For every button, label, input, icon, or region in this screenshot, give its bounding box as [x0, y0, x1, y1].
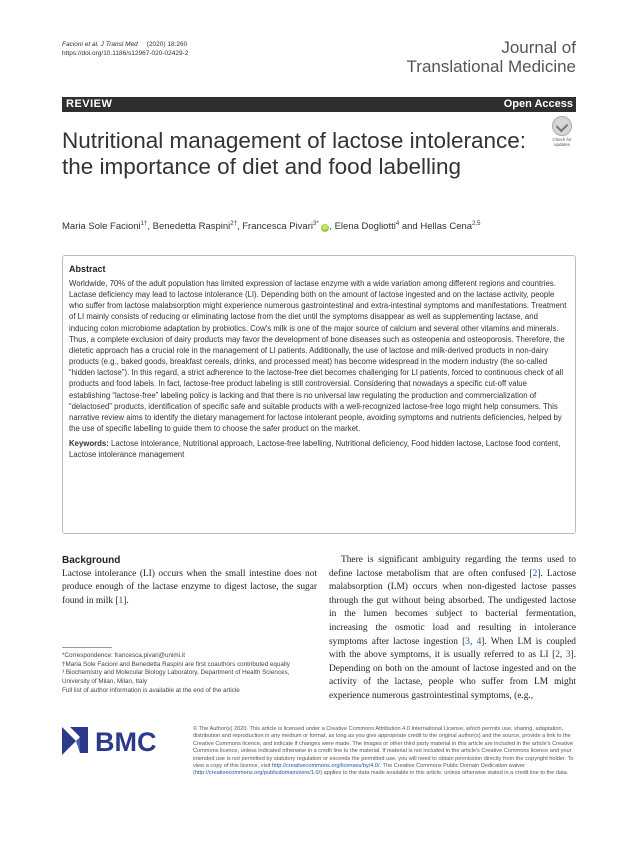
ref-link[interactable]: 1	[118, 595, 124, 606]
ref-link[interactable]: 4	[476, 636, 482, 647]
author-list	[62, 221, 480, 232]
citation-journal: Facioni et al. J Transl Med	[62, 41, 138, 48]
background-heading: Background	[62, 555, 121, 566]
text: ]. Lactose malabsorption (LM) occurs when non-digested lactose passes through the gut without being absorbed. The undigested lactose in the lumen becomes subject to bacterial fermentation, increasing the osmotic load and resulting in intolerance symptoms after lactose ingestion [	[329, 568, 576, 647]
keywords	[69, 438, 569, 460]
journal-name	[407, 38, 576, 76]
correspondence: *Correspondence: francesca.pivari@unimi.it	[62, 652, 185, 659]
keywords-list: Lactose intolerance, Nutritional approach, Lactose-free labelling, Nutritional deficiency, Food hidden lactose, Lactose food content, Lactose intolerance management	[69, 439, 561, 460]
text: Lactose intolerance (LI) occurs when the small intestine does not produce enough of the lactase enzyme to digest lactose, the sugar found in milk [	[62, 568, 317, 606]
text: ]. Depending on both on the amount of lactose ingested and on the activity of the lactase, people who suffer from LM might experience numerous gastrointestinal symptoms, (e.g.,	[329, 650, 577, 701]
sep: and	[399, 221, 421, 233]
keywords-label: Keywords:	[69, 439, 109, 449]
author-affil: 4	[395, 221, 400, 227]
equal-contribution: †Maria Sole Facioni and Benedetta Raspini are first coauthors contributed equally	[62, 660, 290, 668]
text: ,	[559, 650, 566, 661]
ref-link[interactable]: 3	[465, 636, 470, 647]
author-name: Elena Dogliotti	[334, 221, 396, 233]
bmc-logo-icon	[62, 725, 182, 755]
article-type-label: REVIEW	[66, 98, 113, 110]
ref-link[interactable]: 2	[532, 568, 538, 579]
text: There is significant ambiguity regarding the terms used to define lactose metabolism that are often confused [	[329, 555, 576, 579]
check-for-updates-badge[interactable]	[548, 116, 576, 150]
affiliation: ³ Biochemistry and Molecular Biology Laboratory, Department of Health Sciences, University of Milan, Milan, Italy	[62, 669, 290, 686]
background-section	[62, 554, 317, 608]
footnotes	[62, 652, 302, 696]
license-text	[193, 726, 576, 778]
author-affil: 1†	[140, 221, 148, 227]
author-affil: 3*	[313, 221, 319, 227]
citation-volume: (2020) 18:260	[146, 41, 188, 48]
check-updates-icon	[552, 116, 572, 136]
body-column-2	[329, 554, 576, 704]
badge-line1: Check for	[552, 137, 572, 142]
license-link[interactable]: http://creativecommons.org/licenses/by/4.0/	[271, 763, 380, 770]
bmc-logo-text: BMC	[95, 727, 157, 755]
text: . The Creative Commons Public Domain Dedication waiver (	[193, 763, 525, 777]
doi-link[interactable]: https://doi.org/10.1186/s12967-020-02429-2	[62, 50, 189, 57]
author[interactable]	[335, 221, 400, 232]
full-list-note: Full list of author information is available at the end of the article	[62, 686, 240, 694]
author-name: Francesca Pivari	[242, 221, 313, 233]
author[interactable]	[153, 221, 237, 232]
license-link[interactable]: http://creativecommons.org/publicdomain/zero/1.0/	[194, 770, 321, 777]
author-affil: 2,5	[472, 221, 481, 227]
author-name: Hellas Cena	[420, 221, 473, 233]
citation	[62, 40, 188, 58]
body-paragraph	[329, 554, 576, 704]
abstract-heading: Abstract	[69, 264, 106, 274]
text: © The Author(s) 2020. This article is licensed under a Creative Commons Attribution 4.0 International License, which permits use, sharing, adaptation, distribution and reproduction in any medium or format, as long as you give appropriate credit to the original author(s) and the source, provide a link to the Creative Commons licence, and indicate if changes were made. The images or other third party material in this article are included in the article's Creative Commons licence, unless indicated otherwise in a credit line to the material. If material is not included in the article's Creative Commons licence and your intended use is not permitted by statutory regulation or exceeds the permitted use, you will need to obtain permission directly from the copyright holder. To view a copy of this licence, visit	[193, 726, 574, 770]
badge-line2: updates	[553, 142, 570, 147]
open-access-label: Open Access	[503, 98, 573, 110]
journal-name-line2: Translational Medicine	[406, 57, 576, 76]
author[interactable]	[62, 221, 147, 232]
ref-link[interactable]: 3	[565, 650, 571, 661]
background-paragraph	[62, 568, 317, 609]
abstract-box	[62, 255, 576, 534]
badge-text	[548, 137, 576, 147]
article-type-bar	[62, 97, 576, 112]
orcid-icon[interactable]: iD	[322, 225, 328, 232]
ref-link[interactable]: 2	[555, 650, 560, 661]
text: ,	[469, 636, 477, 647]
sep: ,	[147, 221, 153, 233]
author-name: Benedetta Raspini	[152, 221, 231, 233]
text: ]. When LM is coupled with the above symptoms, it is usually referred to as LI [	[329, 636, 576, 661]
sep: ,	[329, 221, 335, 233]
author-name: Maria Sole Facioni	[62, 221, 141, 233]
bmc-logo	[62, 725, 182, 755]
text: ].	[123, 595, 129, 606]
sep: ,	[236, 221, 243, 233]
author[interactable]	[420, 221, 480, 232]
author[interactable]	[242, 221, 318, 232]
author-affil: 2†	[230, 221, 237, 227]
footnote-divider	[62, 647, 112, 648]
abstract-text: Worldwide, 70% of the adult population has limited expression of lactase enzyme with a wide variation among different regions and countries. Lactase deficiency may lead to lactose intolerance (LI). Depending both on the amount of lactose ingested and on the lactase activity, people who suffer from lactose malabsorption might experience numerous gastrointestinal and extra-intestinal symptoms and manifestations. Treatment of LI mainly consists of reducing or eliminating lactose from the diet until the symptoms disappear as well as supplementing lactase, and inducing colon microbiome adaptation by probiotics. Cow's milk is one of the major source of calcium and several other vitamins and minerals. Thus, a complete exclusion of dairy products may favor the development of bone diseases such as osteopenia and osteoporosis. Therefore, the dietetic approach has a crucial role in the management of LI patients. Additionally, the use of lactose and milk-derived products in non-dairy products (e.g., baked goods, breakfast cereals, drinks, and processed meat) has become widespread in the modern industry (the so-called “hidden lactose”). In this regard, a strict adherence to the lactose-free diet becomes challenging for LI patients, forced to continuous check of all products and food labels. In fact, lactose-free product labeling is still controversial. Considering that nowadays a specific cut-off value establishing “lactose-free” labeling policy is lacking and that there is no universal law regulating the production and commercialization of “delactosed” products, identification of specific safe and suitable products with a well-recognized lactose-free logo might help consumers. This narrative review aims to identify the dietary management for lactose intolerant people, avoiding symptoms and nutrients deficiencies, helped by the use of specific labelling to guide them to choose the safer product on the market.	[69, 279, 567, 434]
article-title: Nutritional management of lactose intolerance: the importance of diet and food labelling	[62, 128, 527, 179]
text: ) applies to the data made available in this article, unless otherwise stated in a credit line to the data.	[320, 770, 569, 777]
journal-name-line1: Journal of	[501, 38, 576, 57]
